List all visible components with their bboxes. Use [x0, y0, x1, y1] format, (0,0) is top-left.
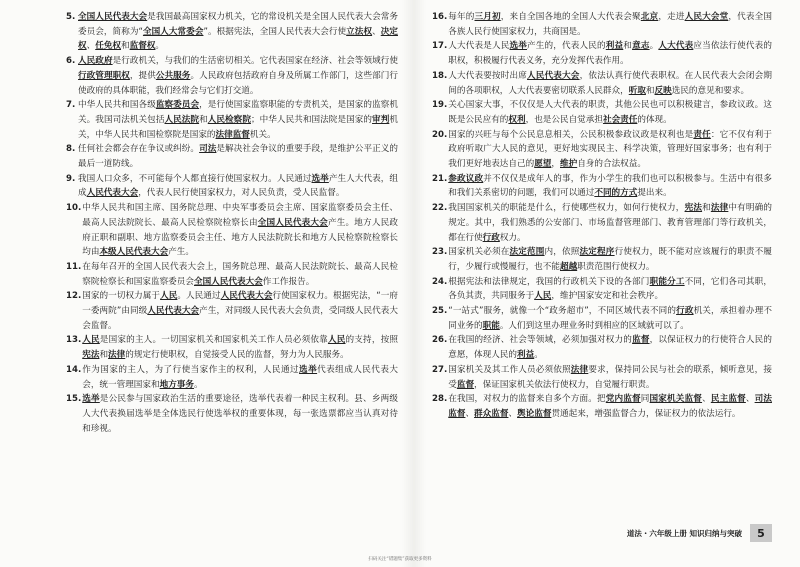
item-text: 作为国家的主人，为了行使当家作主的权利，人民通过选举代表组成人民代表大会，统一管理国家和地方事务。	[82, 364, 398, 390]
item-text: 中华人民共和国主席、国务院总理、中央军事委员会主席、国家监察委员会主任、最高人民法院院长、最高人民检察院检察长由全国人民代表大会产生。地方人民政府正职和副职、地方监察委员会主任、地方人民法院院长和地方人民检察院检察长均由本级人民代表大会产生。	[82, 203, 398, 258]
item-number: 5.	[66, 12, 76, 22]
item-number: 12.	[66, 291, 82, 302]
list-item	[66, 54, 398, 98]
item-number: 25.	[432, 306, 448, 317]
item-text: 国家的一切权力属于人民。人民通过人民代表大会行使国家权力。根据宪法，“一府一委两院”由同级人民代表大会产生，对同级人民代表大会负责，受同级人民代表大会监督。	[82, 291, 398, 331]
right-column	[432, 10, 772, 422]
list-item	[432, 128, 772, 172]
list-item	[432, 275, 772, 304]
list-item	[432, 245, 772, 274]
page-number: 5	[750, 524, 772, 542]
item-text: 国家机关必须在法定范围内，依照法定程序行使权力，既不能对应该履行的职责不履行，少履行或慢履行，也不能超越职责范围行使权力。	[448, 247, 772, 272]
item-number: 14.	[66, 364, 82, 375]
list-item	[432, 172, 772, 201]
list-item	[66, 260, 398, 289]
footer-label: 道法・六年级上册 知识归纳与突破	[626, 528, 742, 538]
list-item	[66, 10, 398, 54]
item-text: 全国人民代表大会是我国最高国家权力机关，它的常设机关是全国人民代表大会常务委员会，简称为“全国人大常委会”。根据宪法，全国人民代表大会行使立法权、决定权、任免权和监督权。	[78, 12, 398, 52]
list-item	[432, 201, 772, 245]
item-text: 人民政府是行政机关，与我们的生活密切相关。它代表国家在经济、社会等领域行使行政管理职权，提供公共服务。人民政府包括政府自身及所属工作部门，这些部门行使政府的具体职能，我们经常会与它们打交道。	[78, 56, 398, 96]
item-number: 17.	[432, 41, 448, 52]
item-number: 11.	[66, 261, 82, 272]
item-text: 任何社会都会存在争议或纠纷。司法是解决社会争议的重要手段，是维护公平正义的最后一道防线。	[78, 144, 398, 170]
list-item	[66, 201, 398, 260]
list-item	[66, 142, 398, 171]
page-spine	[402, 0, 426, 567]
list-item	[432, 333, 772, 362]
item-text: 中华人民共和国各级监察委员会，是行使国家监察职能的专责机关，是国家的监察机关。我国司法机关包括人民法院和人民检察院；中华人民共和国法院是国家的审判机关，中华人民共和国检察院是国家的法律监督机关。	[78, 100, 398, 140]
item-number: 20.	[432, 129, 448, 140]
list-item	[432, 10, 772, 39]
item-number: 6.	[66, 56, 76, 67]
list-item	[432, 69, 772, 98]
left-column	[66, 10, 398, 436]
list-item	[66, 363, 398, 392]
item-number: 16.	[432, 12, 448, 22]
list-item	[66, 333, 398, 362]
item-number: 19.	[432, 100, 448, 111]
item-number: 10.	[66, 203, 82, 214]
item-text: 国家的兴旺与每个公民息息相关，公民积极参政议政是权利也是责任：它不仅有利于政府听取广大人民的意见，更好地实现民主、科学决策，管理好国家事务；也有利于我们更好地表达自己的愿望，维护自身的合法权益。	[448, 129, 772, 170]
item-text: 选举是公民参与国家政治生活的重要途径，选举代表着一种民主权利。县、乡两级人大代表换届选举是全体选民行使选举权的重要体现，每一张选票都应当认真对待和珍视。	[82, 394, 398, 434]
list-item	[66, 98, 398, 142]
item-text: 人民是国家的主人。一切国家机关和国家机关工作人员必须依靠人民的支持，按照宪法和法律的规定行使职权，自觉接受人民的监督，努力为人民服务。	[82, 335, 398, 361]
item-number: 13.	[66, 335, 82, 346]
list-item	[432, 392, 772, 421]
item-text: 在每年召开的全国人民代表大会上，国务院总理、最高人民法院院长、最高人民检察院检察长和国家监察委员会全国人民代表大会作工作报告。	[82, 261, 398, 287]
list-item	[432, 363, 772, 392]
list-item	[432, 39, 772, 68]
item-text: 根据宪法和法律规定，我国的行政机关下设的各部门职能分工不同，它们各司其职，各负其责，共同服务于人民，维护国家安定和社会秩序。	[448, 276, 772, 302]
item-number: 28.	[432, 394, 448, 405]
list-item	[432, 304, 772, 333]
item-number: 22.	[432, 203, 448, 214]
item-number: 21.	[432, 173, 448, 184]
item-text: “一站式”服务，就像一个“政务超市”，不同区域代表不同的行政机关，承担着办理不同业务的职能。人们到这里办理业务时到相应的区域就可以了。	[448, 306, 772, 331]
page-footer	[619, 524, 772, 542]
item-text: 关心国家大事，不仅仅是人大代表的职责，其他公民也可以积极建言，参政议政。这既是公民应有的权利，也是公民自觉承担社会责任的体现。	[448, 100, 772, 125]
list-item	[66, 172, 398, 201]
item-number: 15.	[66, 394, 82, 405]
item-text: 在我国，对权力的监督来自多个方面。把党内监督同国家机关监督、民主监督、司法监督、群众监督、舆论监督贯通起来，增强监督合力，保证权力的依法运行。	[448, 394, 772, 419]
item-number: 18.	[432, 70, 448, 81]
item-text: 参政议政并不仅仅是成年人的事，作为小学生的我们也可以积极参与。生活中有很多和我们关系密切的问题，我们可以通过不同的方式提出来。	[448, 173, 772, 199]
list-item	[66, 289, 398, 333]
item-text: 人大代表是人民选举产生的，代表人民的利益和意志。人大代表应当依法行使代表的职权，积极履行代表义务，充分发挥代表作用。	[448, 41, 772, 67]
item-text: 国家机关及其工作人员必须依照法律要求，保持同公民与社会的联系，倾听意见，接受监督，保证国家机关依法行使权力，自觉履行职责。	[448, 364, 772, 390]
list-item	[432, 98, 772, 127]
item-number: 9.	[66, 173, 76, 184]
item-text: 在我国的经济、社会等领域，必须加强对权力的监督，以保证权力的行使符合人民的意愿，体现人民的利益。	[448, 335, 772, 361]
item-text: 我国国家机关的职能是什么，行使哪些权力，如何行使权力，宪法和法律中有明确的规定。其中，我们熟悉的公安部门、市场监督管理部门、教育管理部门等行政机关，都在行使行政权力。	[448, 203, 772, 243]
item-text: 每年的三月初，来自全国各地的全国人大代表会聚北京，走进人民大会堂，代表全国各族人民行使国家权力，共商国是。	[448, 12, 772, 37]
item-text: 人大代表要按时出席人民代表大会，依法认真行使代表职权。在人民代表大会闭会期间的各项职权，人大代表要密切联系人民群众，听取和反映选民的意见和要求。	[448, 70, 772, 96]
list-item	[66, 392, 398, 436]
item-number: 24.	[432, 276, 448, 287]
item-number: 7.	[66, 100, 76, 111]
footnote: 扫码关注“错题集”获取更多资料	[368, 557, 432, 562]
item-number: 8.	[66, 144, 76, 155]
item-number: 26.	[432, 335, 448, 346]
item-number: 27.	[432, 364, 448, 375]
item-number: 23.	[432, 247, 448, 258]
item-text: 我国人口众多，不可能每个人都直接行使国家权力。人民通过选举产生人大代表，组成人民代表大会，代表人民行使国家权力，对人民负责，受人民监督。	[78, 173, 398, 199]
